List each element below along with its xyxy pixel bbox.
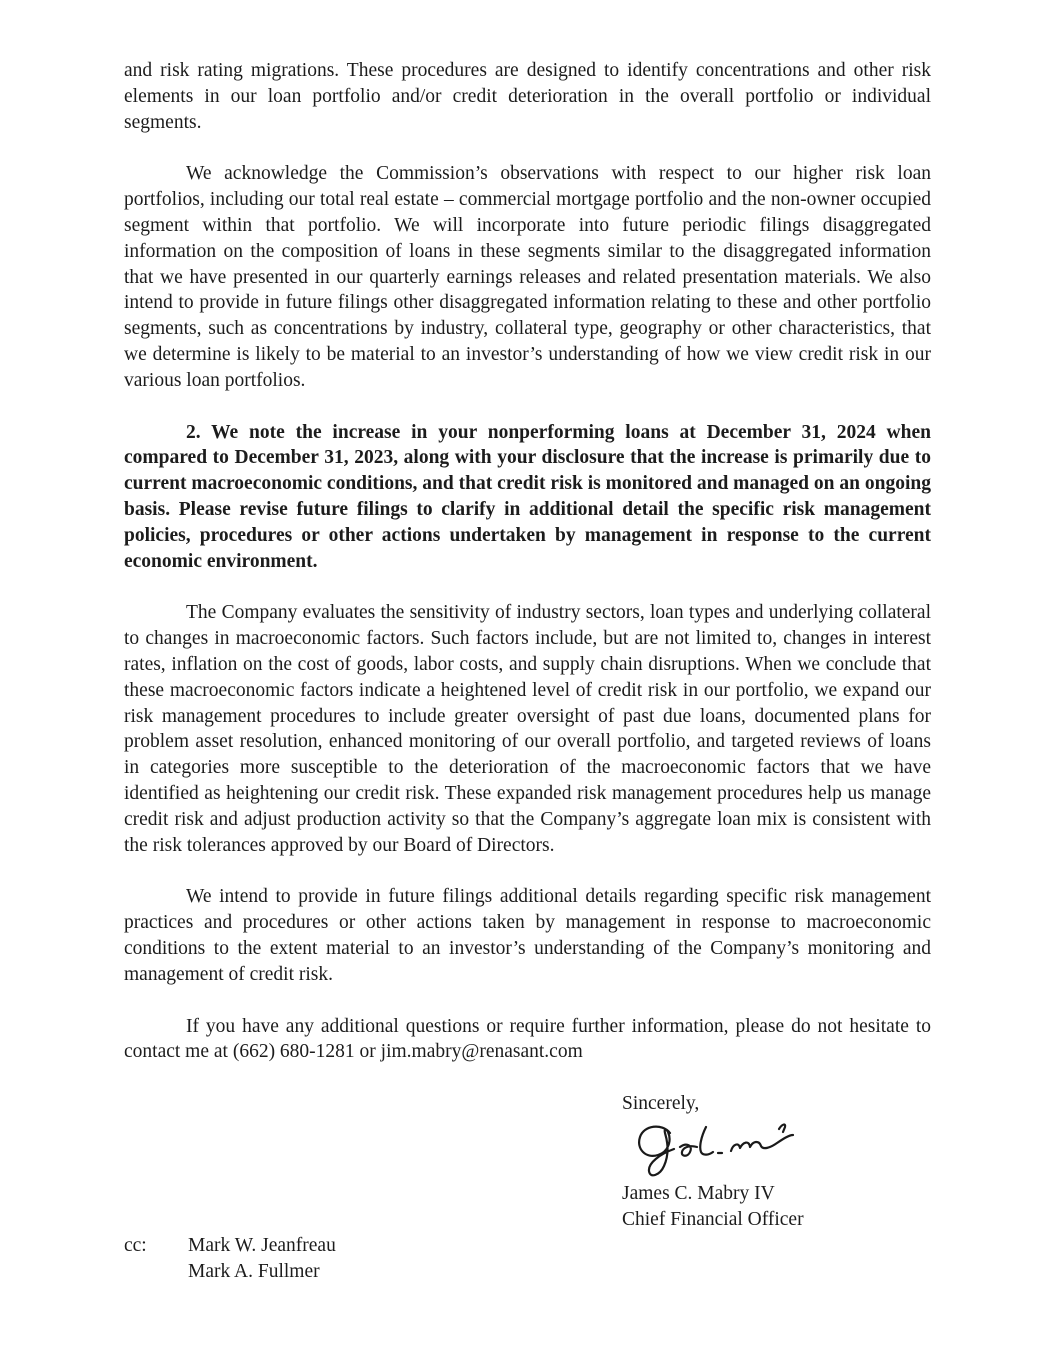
paragraph-company-response: The Company evaluates the sensitivity of industry sectors, loan types and underlying collateral to changes in macroeconomic factors. Such factors include, but are not limited to, changes in interest rates, inflation on the cost of goods, labor costs, and supply chain disruptions. When we conclude that these macroeconomic factors indicate a heightened level of credit risk in our portfolio, we expand our risk management procedures to include greater oversight of past due loans, documented plans for problem asset resolution, enhanced monitoring of our overall portfolio, and targeted reviews of loans in categories more susceptible to the deterioration of the macroeconomic factors that we have identified as heightening our credit risk. These expanded risk management procedures help us manage credit risk and adjust production activity so that the Company’s aggregate loan mix is consistent with the risk tolerances approved by our Board of Directors. — [124, 602, 931, 856]
cc-block — [124, 1233, 931, 1285]
paragraph-future-filings: We intend to provide in future filings additional details regarding specific risk management practices and procedures or other actions taken by management in response to macroeconomic conditions to the extent material to an investor’s understanding of the Company’s monitoring and management of credit risk. — [124, 886, 931, 985]
cc-label: cc: — [124, 1234, 147, 1256]
signer-name: James C. Mabry IV — [622, 1182, 775, 1204]
paragraph-comment-2: 2. We note the increase in your nonperforming loans at December 31, 2024 when compared to December 31, 2023, along with your disclosure that the increase is primarily due to current macroeconomic conditions, and that credit risk is monitored and managed on an ongoing basis. Please revise future filings to clarify in additional detail the specific risk management policies, procedures or other actions undertaken by management in response to the current economic environment. — [124, 421, 931, 572]
paragraph-continuation: and risk rating migrations. These procedures are designed to identify concentrations and other risk elements in our loan portfolio and/or credit deterioration in the overall portfolio or individual segments. — [124, 60, 931, 133]
paragraph-contact-info: If you have any additional questions or require further information, please do not hesitate to contact me at (662) 680-1281 or jim.mabry@renasant.com — [124, 1015, 931, 1063]
signature-image — [622, 1119, 931, 1181]
salutation: Sincerely, — [622, 1093, 700, 1115]
paragraph-acknowledge: We acknowledge the Commission’s observations with respect to our higher risk loan portfolios, including our total real estate – commercial mortgage portfolio and the non-owner occupied segment within that portfolio. We will incorporate into future periodic filings disaggregated information on the composition of loans in these segments similar to the disaggregated information that we have presented in our quarterly earnings releases and related presentation materials. We also intend to provide in future filings other disaggregated information relating to these and other portfolio segments, such as concentrations by industry, collateral type, geography or other characteristics, that we determine is likely to be material to an investor’s understanding of how we view credit risk in our various loan portfolios. — [124, 163, 931, 391]
cc-names — [188, 1233, 336, 1285]
closing-block — [622, 1091, 931, 1233]
cc-name: Mark W. Jeanfreau — [188, 1234, 336, 1256]
signer-title: Chief Financial Officer — [622, 1208, 804, 1230]
cc-name: Mark A. Fullmer — [188, 1260, 320, 1282]
